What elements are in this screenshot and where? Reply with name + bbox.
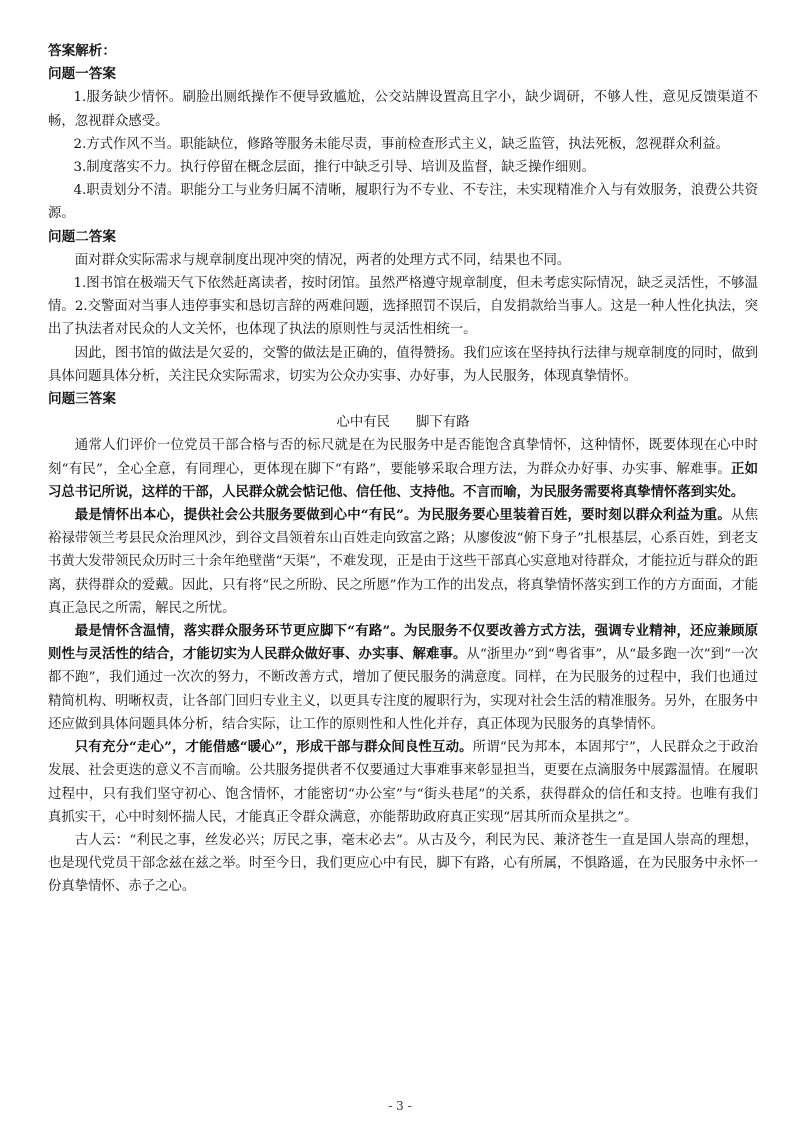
essay-paragraph xyxy=(48,736,758,829)
q2-paragraph: 面对群众实际需求与规章制度出现冲突的情况，两者的处理方式不同，结果也不同。 xyxy=(74,252,571,268)
q1-item: 1.服务缺少情怀。刷脸出厕纸操作不便导致尴尬，公交站牌设置高且字小，缺少调研，不够人性，意见反馈渠道不畅，忽视群众感受。 xyxy=(48,90,758,129)
essay-paragraph xyxy=(48,434,758,504)
essay-bold-text: 最是情怀出本心，提供社会公共服务要做到心中“有民”。为民服务要心里装着百姓，要时刻以群众利益为重。 xyxy=(74,507,731,524)
essay-paragraph xyxy=(48,504,758,620)
analysis-heading: 答案解析： xyxy=(48,43,116,59)
essay-text: 所谓“民为邦本，本固邦宁”，人民群众之于政治发展、社会更迭的意义不言而喻。公共服务提供者不仅要通过大事难事来彰显担当，更要在点滴服务中展露温情。在履职过程中，只有我们坚守初心、饱含情怀，才能密切“办公室”与“街头巷尾”的关系，获得群众的信任和支持。也唯有我们真抓实干，心中时刻怀揣人民，才能真正令群众满意，亦能帮助政府真正实现“居其所而众星拱之”。 xyxy=(48,740,758,825)
page-number: - 3 - xyxy=(388,1099,412,1113)
essay-bold-text: 只有充分“走心”，才能借感“暖心”，形成干部与群众间良性互动。 xyxy=(74,739,473,756)
essay-title-right: 脚下有路 xyxy=(416,415,470,431)
q2-paragraph: 因此，图书馆的做法是欠妥的，交警的做法是正确的，值得赞扬。我们应该在坚持执行法律与规章制度的同时，做到具体问题具体分析，关注民众实际需求，切实为公众办实事、办好事，为人民服务，体现真挚情怀。 xyxy=(48,345,758,384)
essay-bold-text: 正如习总书记所说，这样的干部，人民群众就会惦记他、信任他、支持他。不言而喻，为民服务需要将真挚情怀落到实处。 xyxy=(48,460,758,500)
essay-paragraph xyxy=(48,620,758,736)
q3-heading: 问题三答案 xyxy=(48,391,116,408)
q2-paragraph: 1.图书馆在极端天气下依然赶离读者，按时闭馆。虽然严格遵守规章制度，但未考虑实际情况，缺乏灵活性，不够温情。2.交警面对当事人违停事实和恳切言辞的两难问题，选择照罚不误后，自发捐款给当事人。这是一种人性化执法，突出了执法者对民众的人文关怀，也体现了执法的原则性与灵活性相统一。 xyxy=(48,276,758,338)
essay-text: 从焦裕禄带领兰考县民众治理风沙，到谷文昌领着东山百姓走向致富之路；从廖俊波“俯下身子”扎根基层，心系百姓，到老支书黄大发带领民众历时三十余年绝壁凿“天渠”，不难发现，正是由于这些干部真心实意地对待群众，才能拉近与群众的距离，获得群众的爱戴。因此，只有将“民之所盼、民之所愿”作为工作的出发点，将真挚情怀落实到工作的方方面面，才能真正急民之所需，解民之所忧。 xyxy=(48,508,758,616)
essay-paragraph: 古人云：“利民之事，丝发必兴；厉民之事，毫末必去”。从古及今，利民为民、兼济苍生一直是国人崇高的理想，也是现代党员干部念兹在兹之举。时至今日，我们更应心中有民，脚下有路，心有所属，不惧路遥，在为民服务中永怀一份真挚情怀、赤子之心。 xyxy=(48,832,758,895)
essay-bold-text: 最是情怀含温情，落实群众服务环节更应脚下“有路”。为民服务不仅要改善方式方法，强调专业精神，还应兼顾原则性与灵活性的结合，才能切实为人民群众做好事、办实事、解难事。 xyxy=(48,623,758,663)
document-content xyxy=(48,40,758,899)
q2-heading: 问题二答案 xyxy=(48,228,116,245)
essay-text: 通常人们评价一位党员干部合格与否的标尺就是在为民服务中是否能饱含真挚情怀，这种情怀，既要体现在心中时刻“有民”，全心全意，有同理心，更体现在脚下“有路”，要能够采取合理方法，为群众办好事、办实事、解难事。 xyxy=(48,438,758,477)
q1-item: 3.制度落实不力。执行停留在概念层面，推行中缺乏引导、培训及监督，缺乏操作细则。 xyxy=(73,160,596,176)
essay-title-left: 心中有民 xyxy=(336,415,390,431)
essay-text: 从“浙里办”到“粤省事”，从“最多跑一次”到“一次都不跑”，我们通过一次次的努力，不断改善方式，增加了便民服务的满意度。同样，在为民服务的过程中，我们也通过精简机构、明晰权责，让各部门回归专业主义，以更具专注度的履职行为，实现对社会生活的精准服务。另外，在服务中还应做到具体问题具体分析，结合实际，让工作的原则性和人性化并存，真正体现为民服务的真挚情怀。 xyxy=(48,647,759,732)
q1-item: 4.职责划分不清。职能分工与业务归属不清晰，履职行为不专业、不专注，未实现精准介入与有效服务，浪费公共资源。 xyxy=(48,183,758,222)
q1-item: 2.方式作风不当。职能缺位，修路等服务未能尽责，事前检查形式主义，缺乏监管，执法死板，忽视群众利益。 xyxy=(73,136,729,152)
q1-heading: 问题一答案 xyxy=(48,66,116,83)
essay-title xyxy=(48,411,758,434)
